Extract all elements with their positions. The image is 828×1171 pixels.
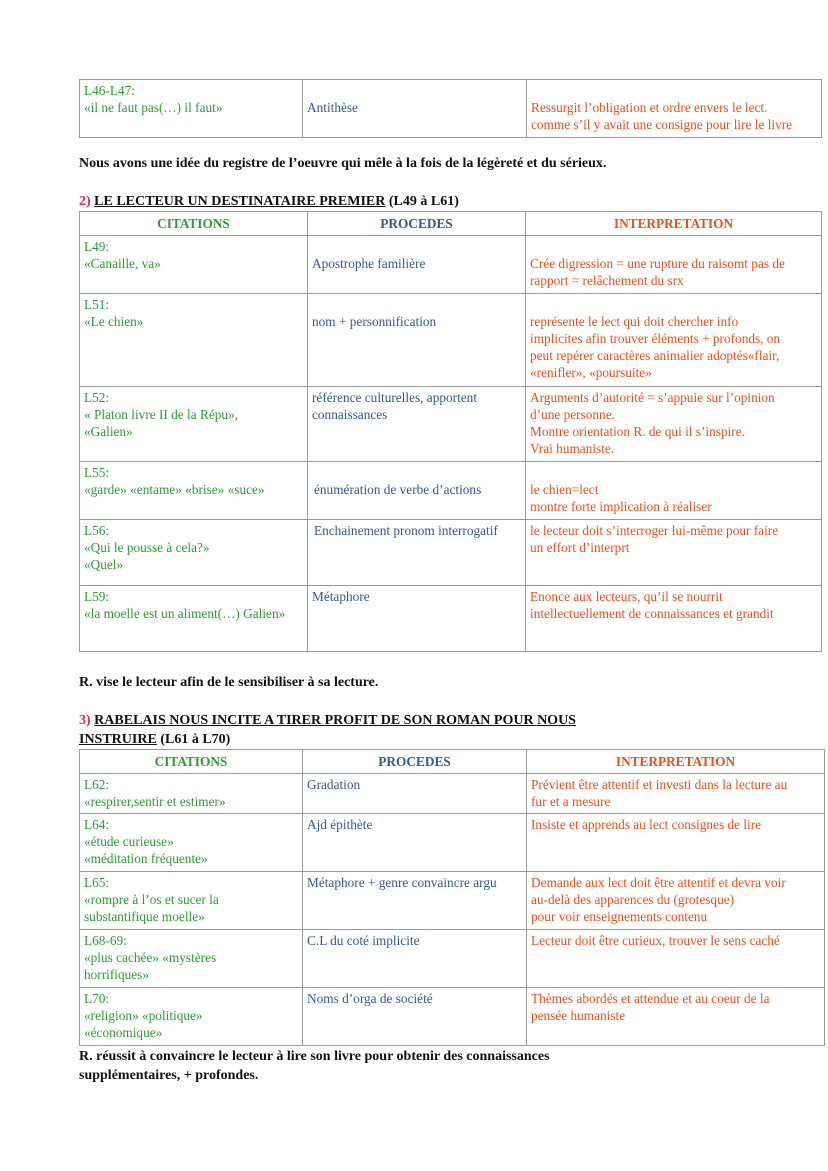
interpretation-line: Enonce aux lecteurs, qu’il se nourrit bbox=[530, 589, 723, 604]
column-header-citations: CITATIONS bbox=[80, 750, 303, 774]
interpretation-cell bbox=[527, 814, 825, 872]
interpretation-line: peut repérer caractères animalier adoptés«flair, bbox=[530, 348, 780, 363]
citation-line: L70: bbox=[84, 991, 110, 1006]
citation-line: L51: bbox=[84, 297, 110, 312]
section-range: (L61 à L70) bbox=[160, 732, 231, 747]
interpretation-line: «renifler», «poursuite» bbox=[530, 365, 652, 380]
column-header-citations: CITATIONS bbox=[80, 212, 308, 236]
section-number: 3) bbox=[79, 713, 91, 728]
procede-cell bbox=[308, 387, 526, 462]
procede-cell bbox=[303, 988, 527, 1046]
procede-line: référence culturelles, apportent bbox=[312, 390, 478, 405]
interpretation-cell bbox=[527, 80, 822, 138]
citation-line: horrifiques» bbox=[84, 967, 149, 982]
citation-cell bbox=[80, 294, 308, 387]
citation-line: L62: bbox=[84, 777, 110, 792]
citation-line: «plus cachée» «mystères bbox=[84, 950, 217, 965]
table-row bbox=[80, 387, 822, 462]
citation-cell bbox=[80, 80, 303, 138]
citation-cell bbox=[80, 930, 303, 988]
interpretation-line: pour voir enseignements contenu bbox=[531, 909, 708, 924]
procede-line: Antithèse bbox=[307, 100, 358, 115]
table-row bbox=[80, 586, 822, 652]
citation-cell bbox=[80, 520, 308, 586]
citation-line: L49: bbox=[84, 239, 110, 254]
interpretation-line: pensée humaniste bbox=[531, 1008, 626, 1023]
procede-line: Enchainement pronom interrogatif bbox=[314, 523, 498, 538]
citation-cell bbox=[80, 814, 303, 872]
section-title: LE LECTEUR UN DESTINATAIRE PREMIER bbox=[94, 194, 386, 209]
citation-line: L52: bbox=[84, 390, 110, 405]
section-title: RABELAIS NOUS INCITE A TIRER PROFIT DE SON ROMAN POUR NOUS bbox=[94, 713, 576, 728]
procede-cell bbox=[308, 236, 526, 294]
citation-line: L55: bbox=[84, 465, 110, 480]
citation-line: «méditation fréquente» bbox=[84, 851, 208, 866]
interpretation-line: Insiste et apprends au lect consignes de lire bbox=[531, 817, 762, 832]
interpretation-line: Thèmes abordés et attendue et au coeur de la bbox=[531, 991, 770, 1006]
interpretation-cell bbox=[527, 872, 825, 930]
citation-line: «Canaille, va» bbox=[84, 256, 161, 271]
table-row bbox=[80, 80, 822, 138]
interpretation-line: le lecteur doit s’interroger lui-même pour faire bbox=[530, 523, 779, 538]
table-row bbox=[80, 520, 822, 586]
citation-line: L64: bbox=[84, 817, 110, 832]
citation-line: L68-69: bbox=[84, 933, 127, 948]
procede-cell bbox=[303, 80, 527, 138]
conclusion-paragraph: Nous avons une idée du registre de l’oeuvre qui mêle à la fois de la légèreté et du sérieux. bbox=[79, 156, 607, 171]
citation-line: «Le chien» bbox=[84, 314, 144, 329]
table-row bbox=[80, 930, 825, 988]
citation-line: L56: bbox=[84, 523, 110, 538]
table-row bbox=[80, 872, 825, 930]
table-row bbox=[80, 814, 825, 872]
citation-line: substantifique moelle» bbox=[84, 909, 205, 924]
column-header-interpretation: INTERPRETATION bbox=[527, 750, 825, 774]
procede-line: Apostrophe familière bbox=[312, 256, 426, 271]
section-heading bbox=[79, 711, 576, 749]
citation-line: «économique» bbox=[84, 1025, 163, 1040]
citation-line: «Quel» bbox=[84, 557, 124, 572]
conclusion-line: R. réussit à convaincre le lecteur à lire son livre pour obtenir des connaissances bbox=[79, 1049, 550, 1064]
interpretation-line: le chien=lect bbox=[530, 482, 599, 497]
interpretation-cell bbox=[526, 586, 822, 652]
conclusion-line: supplémentaires, + profondes. bbox=[79, 1068, 259, 1083]
interpretation-line bbox=[530, 464, 817, 481]
citation-line: «Galien» bbox=[84, 424, 133, 439]
interpretation-line: fur et a mesure bbox=[531, 794, 611, 809]
procede-cell bbox=[308, 294, 526, 387]
citation-cell bbox=[80, 387, 308, 462]
conclusion-paragraph bbox=[79, 1047, 550, 1085]
interpretation-line: Crée digression = une rupture du raisomt pas de bbox=[530, 256, 785, 271]
interpretation-line: rapport = relâchement du srx bbox=[530, 273, 684, 288]
interpretation-line: Arguments d’autorité = s’appuie sur l’opinion bbox=[530, 390, 775, 405]
interpretation-line: montre forte implication à réaliser bbox=[530, 499, 712, 514]
analysis-table-section-3 bbox=[79, 749, 825, 1046]
interpretation-line: d’une personne. bbox=[530, 407, 615, 422]
citation-line: «rompre à l’os et sucer la bbox=[84, 892, 219, 907]
interpretation-cell bbox=[527, 988, 825, 1046]
citation-line: «garde» «entame» «brise» «suce» bbox=[84, 482, 265, 497]
citation-line: «respirer,sentir et estimer» bbox=[84, 794, 226, 809]
procede-cell bbox=[303, 814, 527, 872]
interpretation-line: Prévient être attentif et investi dans la lecture au bbox=[531, 777, 788, 792]
section-number: 2) bbox=[79, 194, 91, 209]
procede-cell bbox=[308, 520, 526, 586]
citation-line: «religion» «politique» bbox=[84, 1008, 203, 1023]
interpretation-cell bbox=[526, 236, 822, 294]
procede-cell bbox=[308, 462, 526, 520]
citation-cell bbox=[80, 872, 303, 930]
interpretation-line: Montre orientation R. de qui il s’inspire. bbox=[530, 424, 745, 439]
citation-line: L46-L47: bbox=[84, 83, 135, 98]
procede-cell bbox=[303, 872, 527, 930]
interpretation-line: intellectuellement de connaissances et grandit bbox=[530, 606, 774, 621]
section-range: (L49 à L61) bbox=[388, 194, 459, 209]
table-row bbox=[80, 294, 822, 387]
citation-line: « Platon livre II de la Répu», bbox=[84, 407, 238, 422]
column-header-procedes: PROCEDES bbox=[303, 750, 527, 774]
citation-cell bbox=[80, 236, 308, 294]
analysis-table-continued bbox=[79, 79, 822, 138]
interpretation-line: un effort d’interprt bbox=[530, 540, 630, 555]
procede-line: connaissances bbox=[312, 407, 388, 422]
procede-line: Noms d’orga de société bbox=[307, 991, 433, 1006]
procede-line: nom + personnification bbox=[312, 314, 437, 329]
procede-line: Métaphore + genre convaincre argu bbox=[307, 875, 497, 890]
procede-line: Métaphore bbox=[312, 589, 370, 604]
interpretation-line: Ressurgit l’obligation et ordre envers le lect. bbox=[531, 100, 768, 115]
procede-cell bbox=[303, 930, 527, 988]
section-heading bbox=[79, 192, 459, 211]
interpretation-line: Lecteur doit être curieux, trouver le sens caché bbox=[531, 933, 780, 948]
table-header-row bbox=[80, 750, 825, 774]
interpretation-line: Vrai humaniste. bbox=[530, 441, 615, 456]
citation-cell bbox=[80, 774, 303, 814]
column-header-procedes: PROCEDES bbox=[308, 212, 526, 236]
interpretation-cell bbox=[526, 520, 822, 586]
section-title-continued: INSTRUIRE bbox=[79, 732, 157, 747]
citation-line: «il ne faut pas(…) il faut» bbox=[84, 100, 223, 115]
interpretation-cell bbox=[526, 294, 822, 387]
procede-line bbox=[314, 464, 521, 481]
interpretation-line: représente le lect qui doit chercher info bbox=[530, 314, 739, 329]
procede-line: Ajd épithète bbox=[307, 817, 373, 832]
procede-line: C.L du coté implicite bbox=[307, 933, 420, 948]
citation-cell bbox=[80, 988, 303, 1046]
column-header-interpretation: INTERPRETATION bbox=[526, 212, 822, 236]
citation-line: «étude curieuse» bbox=[84, 834, 174, 849]
interpretation-line: implicites afin trouver éléments + profonds, on bbox=[530, 331, 781, 346]
interpretation-line: comme s’il y avait une consigne pour lire le livre bbox=[531, 117, 793, 132]
citation-line: «la moelle est un aliment(…) Galien» bbox=[84, 606, 286, 621]
citation-line: L59: bbox=[84, 589, 110, 604]
conclusion-paragraph: R. vise le lecteur afin de le sensibiliser à sa lecture. bbox=[79, 675, 379, 690]
procede-cell bbox=[303, 774, 527, 814]
procede-line: énumération de verbe d’actions bbox=[314, 482, 482, 497]
procede-line: Gradation bbox=[307, 777, 361, 792]
procede-cell bbox=[308, 586, 526, 652]
citation-cell bbox=[80, 462, 308, 520]
table-row bbox=[80, 236, 822, 294]
interpretation-line: Demande aux lect doit être attentif et devra voir bbox=[531, 875, 786, 890]
interpretation-cell bbox=[527, 774, 825, 814]
analysis-table-section-2 bbox=[79, 211, 822, 652]
citation-line: «Qui le pousse à cela?» bbox=[84, 540, 210, 555]
interpretation-cell bbox=[526, 387, 822, 462]
table-header-row bbox=[80, 212, 822, 236]
table-row bbox=[80, 988, 825, 1046]
citation-cell bbox=[80, 586, 308, 652]
interpretation-line: au-delà des apparences du (grotesque) bbox=[531, 892, 735, 907]
citation-line: L65: bbox=[84, 875, 110, 890]
table-row bbox=[80, 462, 822, 520]
table-row bbox=[80, 774, 825, 814]
interpretation-cell bbox=[527, 930, 825, 988]
interpretation-cell bbox=[526, 462, 822, 520]
